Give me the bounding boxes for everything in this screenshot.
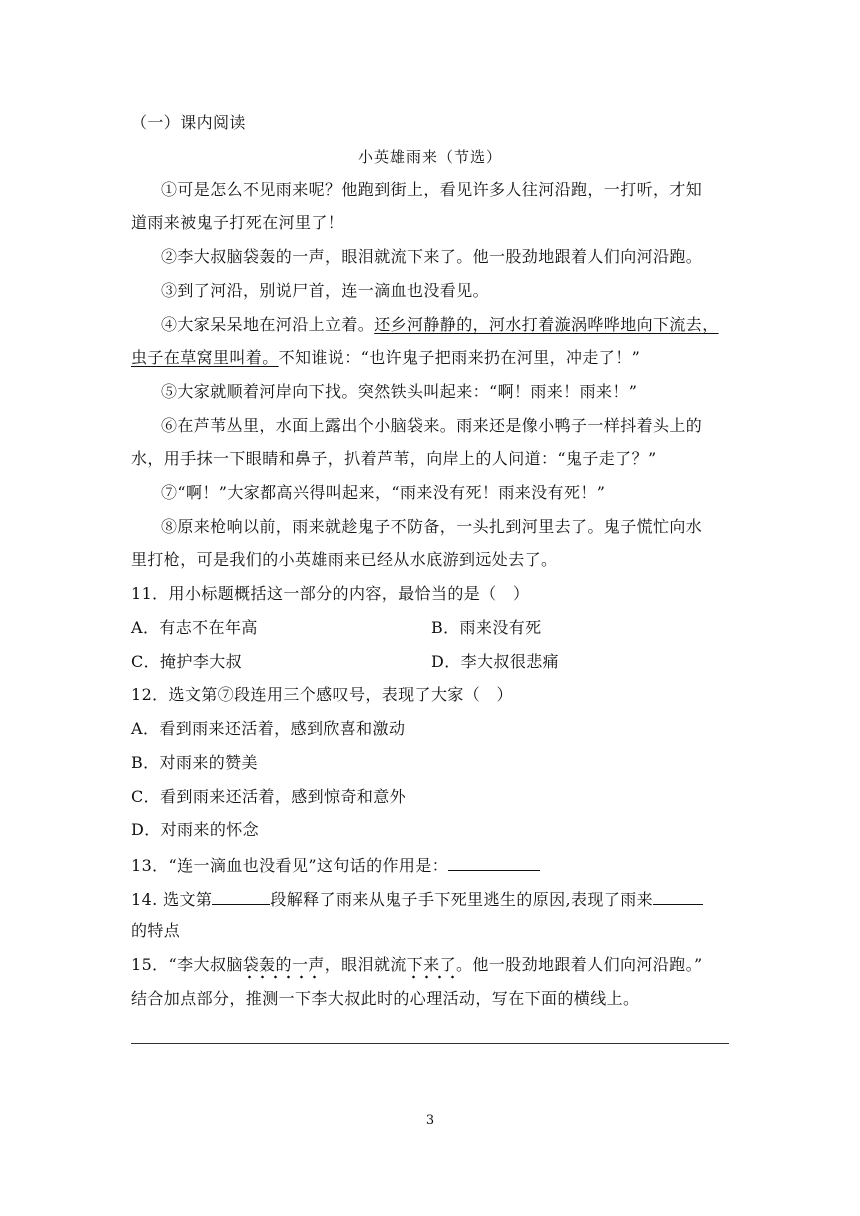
emphasis-dotted-text: 袋轰的一声	[243, 955, 325, 980]
question-14-text: 14. 选文第	[131, 890, 213, 909]
answer-blank[interactable]	[653, 888, 703, 905]
question-13	[131, 854, 731, 876]
question-14-line-1	[131, 888, 731, 910]
option-a: A．有志不在年高	[131, 618, 258, 637]
paragraph-1-line-2: 道雨来被鬼子打死在河里了！	[131, 213, 345, 232]
paragraph-2: ②李大叔脑袋轰的一声，眼泪就流下来了。他一股劲地跟着人们向河沿跑。	[161, 247, 703, 266]
question-15-line-2: 结合加点部分，推测一下李大叔此时的心理活动，写在下面的横线上。	[131, 989, 640, 1008]
paragraph-4-line-1	[161, 315, 731, 335]
paragraph-6-line-2: 水，用手抹一下眼睛和鼻子，扒着芦苇，向岸上的人问道：“鬼子走了？”	[131, 449, 657, 468]
question-12: 12．选文第⑦段连用三个感叹号，表现了大家（ ）	[131, 685, 513, 704]
page-number: 3	[425, 1113, 435, 1128]
question-14-line-2: 的特点	[131, 921, 181, 940]
question-15-text: ，眼泪就流	[324, 955, 407, 974]
question-12-option-a: A．看到雨来还活着，感到欣喜和激动	[131, 719, 406, 738]
paragraph-5: ⑤大家就顺着河岸向下找。突然铁头叫起来：“啊！雨来！雨来！”	[161, 382, 638, 401]
question-15-text: 15．“李大叔脑	[131, 955, 243, 974]
option-d: D．李大叔很悲痛	[431, 652, 560, 671]
underlined-sentence: 还乡河静静的，河水打着漩涡哗哗地向下流去，	[374, 315, 719, 334]
paragraph-8-line-1: ⑧原来枪响以前，雨来就趁鬼子不防备，一头扎到河里去了。鬼子慌忙向水	[161, 517, 703, 536]
answer-blank[interactable]	[448, 854, 540, 871]
answer-blank[interactable]	[212, 888, 270, 905]
paragraph-7: ⑦“啊！”大家都高兴得叫起来，“雨来没有死！雨来没有死！”	[161, 483, 606, 502]
question-11: 11．用小标题概括这一部分的内容，最恰当的是（ ）	[131, 584, 530, 603]
option-b: B．雨来没有死	[431, 618, 542, 637]
question-14-text: 段解释了雨来从鬼子手下死里逃生的原因,表现了雨来	[270, 890, 654, 909]
answer-line[interactable]	[131, 1043, 729, 1044]
question-11-options-row-1	[131, 618, 731, 638]
question-13-text: 13．“连一滴血也没看见”这句话的作用是：	[131, 856, 449, 875]
passage-title: 小英雄雨来（节选）	[357, 148, 502, 166]
paragraph-6-line-1: ⑥在芦苇丛里，水面上露出个小脑袋来。雨来还是像小鸭子一样抖着头上的	[161, 416, 703, 435]
paragraph-3: ③到了河沿，别说尸首，连一滴血也没看见。	[161, 281, 490, 300]
paragraph-1-line-1: ①可是怎么不见雨来呢？他跑到街上，看见许多人往河沿跑，一打听，才知	[161, 180, 703, 199]
paragraph-4-text: 不知谁说：“也许鬼子把雨来扔在河里，冲走了！”	[278, 348, 641, 367]
question-15-text: 。他一股劲地跟着人们向河沿跑。”	[455, 955, 703, 974]
emphasis-dotted-text: 下来了	[407, 955, 456, 980]
question-12-option-c: C．看到雨来还活着，感到惊奇和意外	[131, 787, 407, 806]
section-title: （一）课内阅读	[131, 113, 246, 132]
paragraph-8-line-2: 里打枪，可是我们的小英雄雨来已经从水底游到远处去了。	[131, 550, 558, 569]
paragraph-4-line-2	[131, 348, 731, 368]
paragraph-4-text: ④大家呆呆地在河沿上立着。	[161, 315, 375, 334]
question-12-option-d: D．对雨来的怀念	[131, 820, 260, 839]
question-12-option-b: B．对雨来的赞美	[131, 753, 258, 772]
question-11-options-row-2	[131, 652, 731, 672]
option-c: C．掩护李大叔	[131, 652, 243, 671]
question-15-line-1	[131, 955, 731, 975]
underlined-sentence: 虫子在草窝里叫着。	[131, 348, 279, 367]
